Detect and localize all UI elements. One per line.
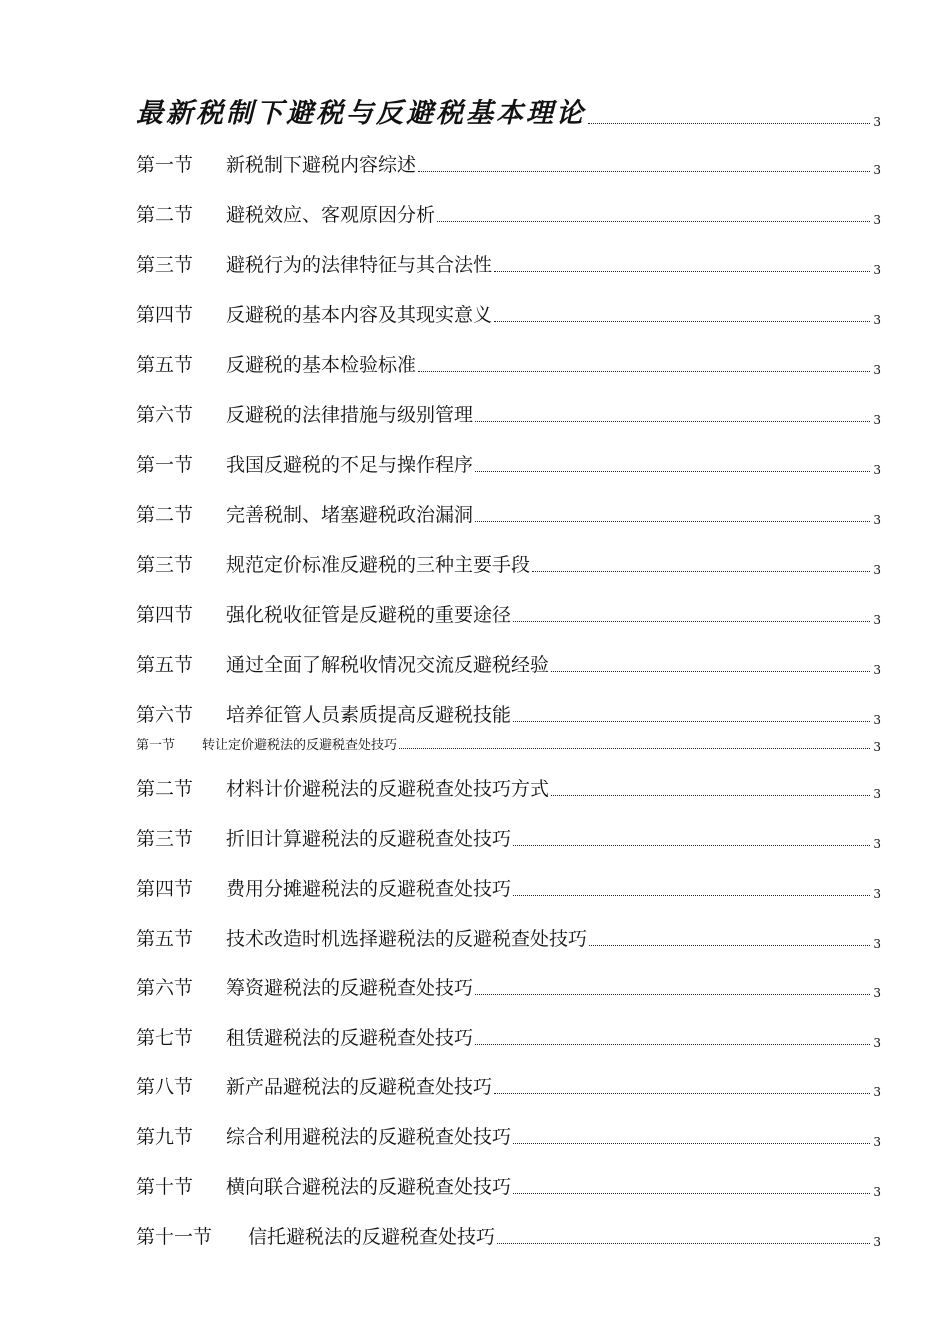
page-number: 3 bbox=[873, 513, 881, 527]
toc-entry[interactable] bbox=[136, 198, 881, 228]
toc-entry[interactable] bbox=[136, 598, 881, 628]
toc-entry-title: 我国反避税的不足与操作程序 bbox=[226, 454, 474, 476]
toc-entry-section: 第十一节 bbox=[136, 1226, 213, 1248]
dot-leader bbox=[494, 1093, 870, 1094]
toc-title-row[interactable] bbox=[136, 90, 881, 130]
dot-leader bbox=[551, 795, 870, 796]
toc-entry-title: 筹资避税法的反避税查处技巧 bbox=[226, 977, 474, 999]
toc-entry-section: 第十节 bbox=[136, 1176, 194, 1198]
toc-entry[interactable] bbox=[136, 148, 881, 178]
toc-entry[interactable] bbox=[136, 1070, 881, 1100]
dot-leader bbox=[475, 421, 870, 422]
toc-entry[interactable] bbox=[136, 648, 881, 678]
toc-entry-section: 第六节 bbox=[136, 977, 194, 999]
page-number: 3 bbox=[873, 663, 881, 677]
toc-entry-section: 第一节 bbox=[136, 738, 176, 753]
page-number: 3 bbox=[873, 1185, 881, 1199]
toc-entry[interactable] bbox=[136, 1021, 881, 1051]
dot-leader bbox=[513, 721, 870, 722]
toc-entry-title: 技术改造时机选择避税法的反避税查处技巧 bbox=[226, 928, 588, 950]
dot-leader bbox=[475, 1044, 870, 1045]
toc-entry-section: 第二节 bbox=[136, 204, 194, 226]
toc-entry-section: 第一节 bbox=[136, 454, 194, 476]
toc-entry-title: 规范定价标准反避税的三种主要手段 bbox=[226, 554, 531, 576]
toc-entry[interactable] bbox=[136, 448, 881, 478]
page-number: 3 bbox=[873, 1085, 881, 1099]
toc-entry-section: 第三节 bbox=[136, 554, 194, 576]
page-number: 3 bbox=[873, 713, 881, 727]
dot-leader bbox=[494, 271, 870, 272]
toc-entry[interactable] bbox=[136, 872, 881, 902]
toc-entry[interactable] bbox=[136, 298, 881, 328]
toc-entry-section: 第三节 bbox=[136, 828, 194, 850]
page-number: 3 bbox=[873, 887, 881, 901]
page-number: 3 bbox=[873, 163, 881, 177]
dot-leader bbox=[418, 171, 870, 172]
page-number: 3 bbox=[873, 413, 881, 427]
toc-entry[interactable] bbox=[136, 922, 881, 952]
dot-leader bbox=[513, 621, 870, 622]
toc-entry-section: 第五节 bbox=[136, 654, 194, 676]
dot-leader bbox=[494, 321, 870, 322]
toc-entry-title: 转让定价避税法的反避税查处技巧 bbox=[202, 738, 398, 753]
toc-entry[interactable] bbox=[136, 1220, 881, 1250]
page-number: 3 bbox=[873, 613, 881, 627]
toc-entry-title: 折旧计算避税法的反避税查处技巧 bbox=[226, 828, 512, 850]
page-number: 3 bbox=[873, 740, 881, 754]
toc-entry-title: 反避税的法律措施与级别管理 bbox=[226, 404, 474, 426]
dot-leader bbox=[513, 1193, 870, 1194]
toc-entry-section: 第六节 bbox=[136, 704, 194, 726]
page-number: 3 bbox=[873, 837, 881, 851]
toc-entry-title: 反避税的基本检验标准 bbox=[226, 354, 417, 376]
page-number: 3 bbox=[873, 313, 881, 327]
toc-entry[interactable] bbox=[136, 733, 881, 755]
page-number: 3 bbox=[873, 1036, 881, 1050]
toc-entry-section: 第五节 bbox=[136, 928, 194, 950]
toc-entry[interactable] bbox=[136, 1170, 881, 1200]
page-number: 3 bbox=[873, 1135, 881, 1149]
toc-entry-section: 第九节 bbox=[136, 1126, 194, 1148]
page-number: 3 bbox=[873, 463, 881, 477]
toc-entry[interactable] bbox=[136, 698, 881, 728]
page-number: 3 bbox=[873, 787, 881, 801]
dot-leader bbox=[418, 371, 870, 372]
toc-entry-section: 第六节 bbox=[136, 404, 194, 426]
toc-entry-title: 信托避税法的反避税查处技巧 bbox=[248, 1226, 496, 1248]
toc-entry-title: 新税制下避税内容综述 bbox=[226, 154, 417, 176]
page-number: 3 bbox=[873, 563, 881, 577]
dot-leader bbox=[437, 221, 870, 222]
toc-entry[interactable] bbox=[136, 398, 881, 428]
dot-leader bbox=[588, 123, 870, 124]
toc-entry-section: 第四节 bbox=[136, 604, 194, 626]
toc-entry-title: 新产品避税法的反避税查处技巧 bbox=[226, 1076, 493, 1098]
toc-entry-section: 第三节 bbox=[136, 254, 194, 276]
toc-entry-title: 避税行为的法律特征与其合法性 bbox=[226, 254, 493, 276]
toc-entry-title: 强化税收征管是反避税的重要途径 bbox=[226, 604, 512, 626]
toc-entry-section: 第一节 bbox=[136, 154, 194, 176]
toc-entry-title: 培养征管人员素质提高反避税技能 bbox=[226, 704, 512, 726]
dot-leader bbox=[551, 671, 870, 672]
toc-entry-section: 第二节 bbox=[136, 504, 194, 526]
dot-leader bbox=[497, 1243, 870, 1244]
page-number: 3 bbox=[873, 213, 881, 227]
page-number: 3 bbox=[873, 1235, 881, 1249]
toc-entry-section: 第四节 bbox=[136, 304, 194, 326]
dot-leader bbox=[475, 521, 870, 522]
toc-entry[interactable] bbox=[136, 348, 881, 378]
toc-entry-section: 第四节 bbox=[136, 878, 194, 900]
page-number: 3 bbox=[873, 363, 881, 377]
toc-title: 最新税制下避税与反避税基本理论 bbox=[136, 98, 586, 129]
dot-leader bbox=[513, 895, 870, 896]
toc-entry-title: 材料计价避税法的反避税查处技巧方式 bbox=[226, 778, 550, 800]
toc-entry-title: 横向联合避税法的反避税查处技巧 bbox=[226, 1176, 512, 1198]
toc-entry[interactable] bbox=[136, 971, 881, 1001]
toc-entry-section: 第八节 bbox=[136, 1076, 194, 1098]
toc-entry-title: 租赁避税法的反避税查处技巧 bbox=[226, 1027, 474, 1049]
toc-entry[interactable] bbox=[136, 822, 881, 852]
dot-leader bbox=[532, 571, 870, 572]
toc-entry-section: 第五节 bbox=[136, 354, 194, 376]
page-number: 3 bbox=[873, 263, 881, 277]
toc-entry-title: 完善税制、堵塞避税政治漏洞 bbox=[226, 504, 474, 526]
toc-entry-title: 反避税的基本内容及其现实意义 bbox=[226, 304, 493, 326]
dot-leader bbox=[475, 471, 870, 472]
toc-entry-section: 第二节 bbox=[136, 778, 194, 800]
dot-leader bbox=[513, 1143, 870, 1144]
dot-leader bbox=[475, 994, 870, 995]
toc-entry[interactable] bbox=[136, 1120, 881, 1150]
toc-entry[interactable] bbox=[136, 772, 881, 802]
dot-leader bbox=[513, 845, 870, 846]
toc-entry-title: 避税效应、客观原因分析 bbox=[226, 204, 436, 226]
toc-entry[interactable] bbox=[136, 248, 881, 278]
toc-entry-title: 通过全面了解税收情况交流反避税经验 bbox=[226, 654, 550, 676]
page-number: 3 bbox=[873, 986, 881, 1000]
toc-entry-title: 费用分摊避税法的反避税查处技巧 bbox=[226, 878, 512, 900]
page-number: 3 bbox=[873, 937, 881, 951]
dot-leader bbox=[589, 945, 870, 946]
dot-leader bbox=[399, 748, 870, 749]
page-number: 3 bbox=[873, 115, 881, 129]
toc-entry-title: 综合利用避税法的反避税查处技巧 bbox=[226, 1126, 512, 1148]
toc-entry[interactable] bbox=[136, 498, 881, 528]
toc-entry-section: 第七节 bbox=[136, 1027, 194, 1049]
toc-entry[interactable] bbox=[136, 548, 881, 578]
